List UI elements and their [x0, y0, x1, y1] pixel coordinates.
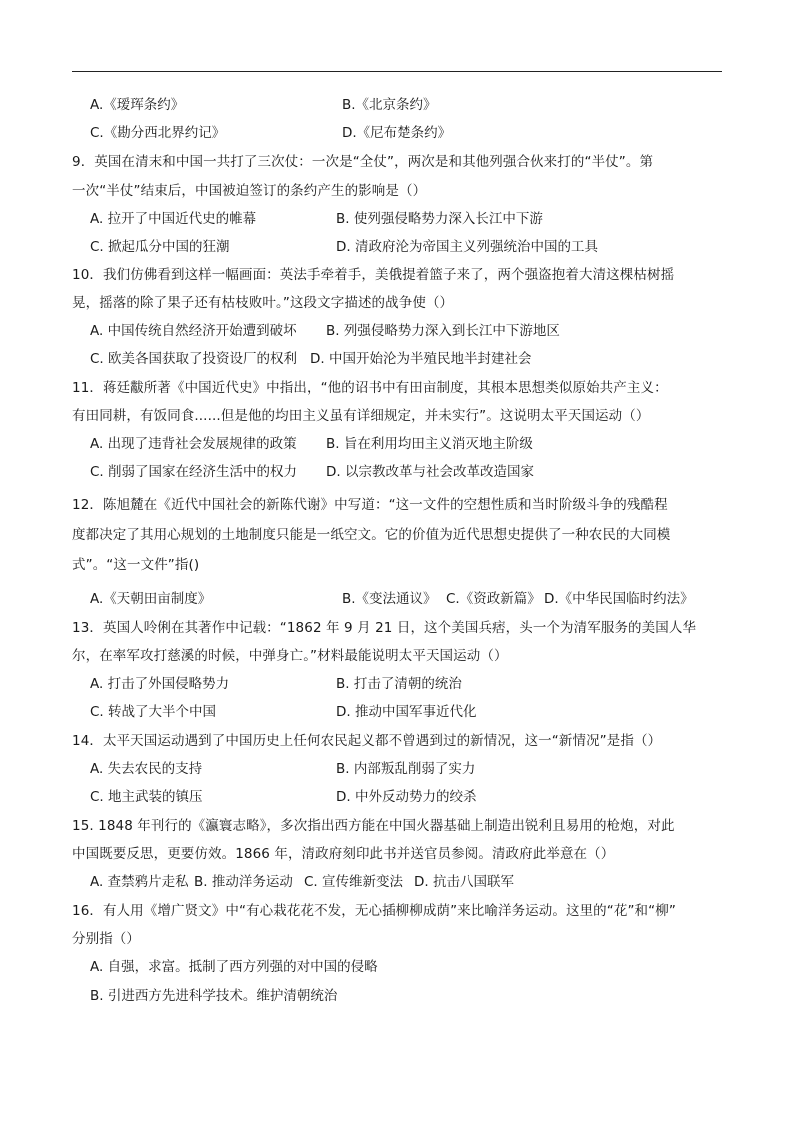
q16-option-a: A. 自强，求富。抵制了西方列强的对中国的侵略	[90, 959, 378, 975]
q13-option-c: C. 转战了大半个中国	[90, 704, 217, 720]
q12-option-c: C.《资政新篇》	[446, 591, 541, 607]
q12-stem-line-1: 12．陈旭麓在《近代中国社会的新陈代谢》中写道：“这一文件的空想性质和当时阶级斗争的残酷程	[72, 497, 668, 513]
q10-option-b: B. 列强侵略势力深入到长江中下游地区	[326, 323, 560, 339]
q15-stem-line-1: 15. 1848 年刊行的《瀛寰志略》，多次指出西方能在中国火器基础上制造出锐利且易用的枪炮，对此	[72, 818, 675, 834]
q10-option-d: D. 中国开始沦为半殖民地半封建社会	[310, 351, 532, 367]
q15-option-a: A. 查禁鸦片走私	[90, 874, 189, 890]
header-rule	[72, 71, 722, 72]
q15-option-d: D. 抗击八国联军	[414, 874, 514, 890]
q10-option-c: C. 欧美各国获取了投资设厂的权利	[90, 351, 298, 367]
q8-option-b: B.《北京条约》	[342, 97, 437, 113]
q11-option-c: C. 削弱了国家在经济生活中的权力	[90, 464, 298, 480]
q11-stem-line-1: 11．蒋廷黻所著《中国近代史》中指出，“他的诏书中有田亩制度，其根本思想类似原始共产主义：	[72, 380, 668, 396]
q16-option-b: B. 引进西方先进科学技术。维护清朝统治	[90, 988, 338, 1004]
q16-stem-line-1: 16．有人用《增广贤文》中“有心栽花花不发，无心插柳柳成荫”来比喻洋务运动。这里的“花”和“柳”	[72, 903, 676, 919]
q16-stem-line-2: 分别指（）	[72, 931, 140, 947]
q14-option-b: B. 内部叛乱削弱了实力	[336, 761, 476, 777]
q11-option-b: B. 旨在利用均田主义消灭地主阶级	[326, 436, 533, 452]
q8-option-d: D.《尼布楚条约》	[342, 125, 452, 141]
q14-option-d: D. 中外反动势力的绞杀	[336, 789, 477, 805]
q9-option-d: D. 清政府沦为帝国主义列强统治中国的工具	[336, 239, 598, 255]
q12-option-b: B.《变法通议》	[342, 591, 437, 607]
q13-option-a: A. 打击了外国侵略势力	[90, 676, 230, 692]
q15-option-c: C. 宣传维新变法	[304, 874, 404, 890]
q13-option-d: D. 推动中国军事近代化	[336, 704, 477, 720]
q13-stem-line-1: 13．英国人呤俐在其著作中记载：“1862 年 9 月 21 日，这个美国兵痞，头一个为清军服务的美国人华	[72, 620, 697, 636]
q10-stem-line-2: 晃，摇落的除了果子还有枯枝败叶。”这段文字描述的战争使（）	[72, 295, 454, 311]
q8-option-c: C.《勘分西北界约记》	[90, 125, 226, 141]
q14-option-c: C. 地主武装的镇压	[90, 789, 203, 805]
q14-stem-line-1: 14．太平天国运动遇到了中国历史上任何农民起义都不曾遇到过的新情况，这一“新情况”是指（）	[72, 733, 662, 749]
q9-stem-line-2: 一次“半仗”结束后，中国被迫签订的条约产生的影响是（）	[72, 183, 427, 199]
q11-stem-line-2: 有田同耕，有饭同食......但是他的均田主义虽有详细规定，并未实行”。这说明太平天国运动（）	[72, 408, 650, 424]
q15-option-b: B. 推动洋务运动	[194, 874, 293, 890]
q10-stem-line-1: 10．我们仿佛看到这样一幅画面：英法手牵着手，美俄提着篮子来了，两个强盗抱着大清这棵枯树摇	[72, 267, 675, 283]
q15-stem-line-2: 中国既要反思，更要仿效。1866 年，清政府刻印此书并送官员参阅。清政府此举意在（）	[72, 846, 615, 862]
q13-option-b: B. 打击了清朝的统治	[336, 676, 462, 692]
q9-option-a: A. 拉开了中国近代史的帷幕	[90, 211, 257, 227]
q11-option-d: D. 以宗教改革与社会改革改造国家	[326, 464, 534, 480]
q12-stem-line-3: 式”。“这一文件”指()	[72, 557, 200, 573]
q10-option-a: A. 中国传统自然经济开始遭到破坏	[90, 323, 297, 339]
q12-option-d: D.《中华民国临时约法》	[544, 591, 694, 607]
q8-option-a: A.《瑷珲条约》	[90, 97, 185, 113]
q9-stem-line-1: 9．英国在清末和中国一共打了三次仗：一次是“全仗”，两次是和其他列强合伙来打的“半仗”。第	[72, 154, 654, 170]
q13-stem-line-2: 尔，在率军攻打慈溪的时候，中弹身亡。”材料最能说明太平天国运动（）	[72, 648, 508, 664]
q14-option-a: A. 失去农民的支持	[90, 761, 203, 777]
q12-option-a: A.《天朝田亩制度》	[90, 591, 212, 607]
q9-option-c: C. 掀起瓜分中国的狂潮	[90, 239, 230, 255]
q12-stem-line-2: 度都决定了其用心规划的土地制度只能是一纸空文。它的价值为近代思想史提供了一种农民的大同模	[72, 527, 671, 543]
q9-option-b: B. 使列强侵略势力深入长江中下游	[336, 211, 543, 227]
q11-option-a: A. 出现了违背社会发展规律的政策	[90, 436, 297, 452]
